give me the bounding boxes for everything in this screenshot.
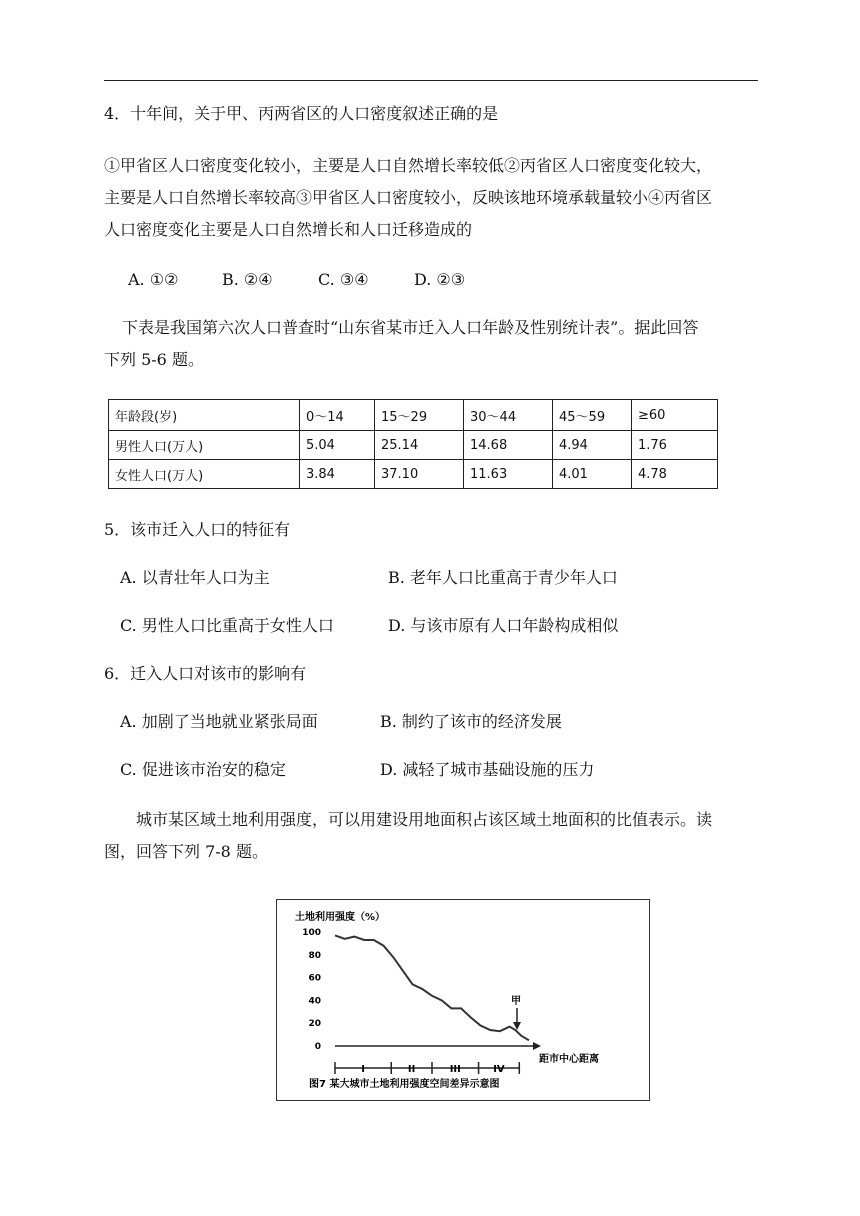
marker-label-jia: 甲 — [511, 996, 521, 1007]
table-cell: 5.04 — [300, 431, 375, 460]
table-header-cell: 45～59 — [553, 400, 632, 431]
table-row — [109, 431, 718, 460]
table-cell: 4.94 — [553, 431, 632, 460]
zone-label: II — [407, 1064, 416, 1075]
y-tick-label: 0 — [314, 1042, 321, 1052]
table-header-cell: 年龄段(岁) — [109, 400, 300, 431]
q6-option-d: D. 减轻了城市基础设施的压力 — [380, 760, 595, 779]
q6-option-b: B. 制约了该市的经济发展 — [380, 712, 562, 731]
table-row — [109, 460, 718, 489]
zone-label: IV — [493, 1064, 505, 1075]
table-header-cell: 30～44 — [464, 400, 553, 431]
intro2-line-1: 城市某区域土地利用强度，可以用建设用地面积占该区域土地面积的比值表示。读 — [136, 810, 713, 829]
zone-label: III — [449, 1064, 461, 1075]
table-cell: 3.84 — [300, 460, 375, 489]
table-cell: 4.78 — [632, 460, 718, 489]
intro1-line-1: 下表是我国第六次人口普查时“山东省某市迁入人口年龄及性别统计表”。据此回答 — [122, 318, 699, 337]
y-tick-label: 100 — [302, 928, 321, 938]
zone-label: I — [361, 1064, 365, 1075]
table-cell: 14.68 — [464, 431, 553, 460]
q5-option-d: D. 与该市原有人口年龄构成相似 — [388, 616, 619, 635]
q4-option-c: C. ③④ — [318, 270, 369, 289]
table-header-cell: 0～14 — [300, 400, 375, 431]
x-axis-label: 距市中心距离 — [539, 1054, 599, 1065]
table-cell: 11.63 — [464, 460, 553, 489]
q5-option-a: A. 以青壮年人口为主 — [120, 568, 270, 587]
intro2-line-2: 图，回答下列 7-8 题。 — [104, 842, 268, 861]
land-use-chart — [277, 900, 648, 1099]
y-tick-label: 40 — [308, 996, 321, 1007]
q4-stem: 4．十年间，关于甲、丙两省区的人口密度叙述正确的是 — [104, 104, 499, 123]
y-tick-label: 20 — [308, 1019, 321, 1030]
q4-body-line-3: 人口密度变化主要是人口自然增长和人口迁移造成的 — [104, 220, 473, 239]
table-header-cell: ≥60 — [632, 400, 718, 431]
q5-option-c: C. 男性人口比重高于女性人口 — [120, 616, 334, 635]
migration-stats-table — [108, 399, 718, 489]
q6-stem: 6．迁入人口对该市的影响有 — [104, 664, 307, 683]
table-header-row — [109, 400, 718, 431]
q5-option-b: B. 老年人口比重高于青少年人口 — [388, 568, 618, 587]
y-axis-label: 土地利用强度（%） — [295, 912, 386, 923]
land-use-curve — [335, 935, 529, 1040]
y-tick-label: 80 — [308, 950, 321, 961]
q4-option-d: D. ②③ — [414, 270, 466, 289]
q4-option-b: B. ②④ — [222, 270, 273, 289]
y-tick-label: 60 — [308, 973, 321, 984]
table-header-cell: 15～29 — [375, 400, 464, 431]
table-cell: 女性人口(万人) — [109, 460, 300, 489]
intro1-line-2: 下列 5-6 题。 — [104, 350, 204, 369]
table-cell: 25.14 — [375, 431, 464, 460]
table-cell: 4.01 — [553, 460, 632, 489]
header-rule — [104, 80, 758, 81]
x-axis-arrow-icon — [533, 1042, 541, 1050]
q6-option-a: A. 加剧了当地就业紧张局面 — [120, 712, 318, 731]
land-use-figure — [276, 899, 650, 1101]
table-cell: 男性人口(万人) — [109, 431, 300, 460]
q4-body-line-1: ①甲省区人口密度变化较小，主要是人口自然增长率较低②丙省区人口密度变化较大， — [104, 156, 713, 175]
q6-option-c: C. 促进该市治安的稳定 — [120, 760, 286, 779]
q4-option-a: A. ①② — [128, 270, 179, 289]
q5-stem: 5．该市迁入人口的特征有 — [104, 520, 291, 539]
figure-caption: 图7 某大城市土地利用强度空间差异示意图 — [309, 1079, 500, 1090]
table-cell: 1.76 — [632, 431, 718, 460]
q4-body-line-2: 主要是人口自然增长率较高③甲省区人口密度较小，反映该地环境承载量较小④丙省区 — [104, 188, 713, 207]
table-cell: 37.10 — [375, 460, 464, 489]
